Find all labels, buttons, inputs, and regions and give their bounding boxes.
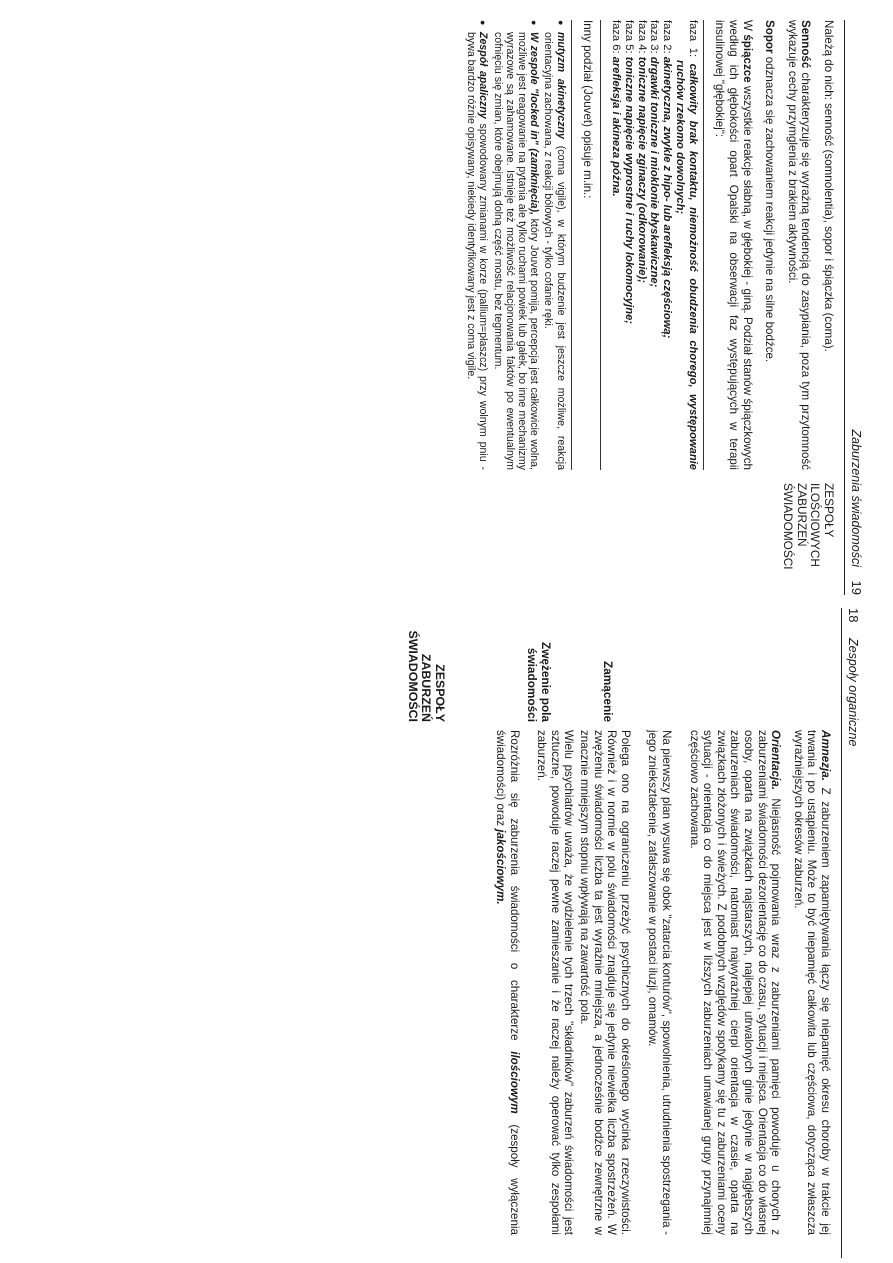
zwezenie-paragraph-2: Wielu psychiatrów uważa, że wydzielenie tych trzech "składników" zaburzeń świadomości jest sztuczne, powoduje raczej pewne zamieszanie i że raczej należy operować tylko zespołami zaburzeń. — [535, 730, 576, 1235]
zwezenie-paragraph: Polega ono na ograniczeniu przeżyć psychicznych do określonego wycinka rzeczywistości. Również i w normie w polu świadomości znajduje się jedynie niewielka liczba spostrzeżeń. W zwężeniu świadomości liczba ta jest wyraźnie mniejsza, a jednocześnie bodźce zewnętrzne w znacznie mniejszym stopniu wpływają na zawartość pola. — [578, 730, 632, 1235]
page-18 — [405, 608, 862, 1258]
phase-item — [673, 20, 699, 470]
phase-text: całkowity brak kontaktu, niemożność obudzenia chorego, występowanie ruchów rzekomo dowolnych; — [674, 60, 699, 470]
bullet-term: mutyzm akinetyczny — [554, 32, 567, 139]
phase-label: faza 1: — [686, 20, 699, 58]
sennosc-text: charakteryzuje się wyraźną tendencją do zasypiania, poza tym przytomność wykazuje cechy przymglenia z brakiem aktywności. — [785, 20, 813, 470]
section-rule — [571, 20, 572, 470]
page-number: 18 — [846, 608, 861, 623]
zespoly-paragraph — [494, 730, 521, 1235]
side-heading-zwezenie: Zwężenie pola świadomości — [525, 642, 553, 722]
list-item — [465, 32, 489, 470]
intro-paragraph: Należą do nich: senność (somnolentia), sopor i śpiączka (coma). — [822, 20, 835, 352]
page-number: 19 — [849, 580, 864, 595]
phase-label: faza 4: — [635, 20, 648, 54]
orientacja-paragraph — [687, 730, 782, 1235]
phase-label: faza 6: — [610, 20, 623, 54]
running-head-title: Zaburzenia świadomości — [849, 429, 863, 567]
zamacenie-paragraph: Na pierwszy plan wysuwa się obok "zatarcia konturów", spowolnienia, utrudnienia spostrzegania - jego zniekształcenie, zafałszowanie w postaci iluzji, omamów. — [646, 730, 674, 1235]
spiaczka-pre: W — [740, 20, 754, 31]
phase-item — [660, 20, 673, 470]
list-item — [542, 32, 566, 470]
bullet-text: spowodowany zmianami w korze (pallium=płaszcz) przy wolnym pniu - bywa bardzo różnie opisywany, niekiedy identyfikowany jest z coma vigile. — [465, 32, 490, 470]
section-rule — [703, 20, 704, 470]
page-body — [485, 730, 832, 1235]
amnezja-term: Amnezja. — [819, 730, 832, 781]
phase-item — [635, 20, 648, 470]
phase-label: faza 2: — [661, 20, 674, 54]
page-19 — [435, 20, 865, 595]
page-body — [463, 20, 835, 470]
sennosc-paragraph — [785, 20, 812, 470]
side-heading-quantitative: ZESPOŁY ILOŚCIOWYCH ZABURZEŃ ŚWIADOMOŚCI — [781, 483, 836, 570]
bullet-term: Zespół apaliczny — [477, 32, 490, 119]
bullet-text: który Jouvet pomija, percepcja jest całkowicie wolna, możliwe jest reagowanie na pytania ale tylko ruchami powiek lub gałek, bo inne mechanizmy wyrazowe są zahamowane. Istnieje też możliwość relacjonowania faktów po ewentualnym cofnięciu się zmian, które obejmują dolną część mostu, bez tegmentum. — [491, 32, 541, 470]
phase-label: faza 3: — [648, 20, 661, 54]
spiaczka-text: wszystkie reakcje słabną, w głębokiej - giną. Podział stanów śpiączkowych według ich głębokości opart Opalski na obserwacji faz występujących w terapii insulinowej "głębokiej": — [713, 20, 754, 470]
sopor-paragraph — [763, 20, 777, 470]
phase-text: akinetyczna, zwykle z hipo- lub arefleksją częściową; — [661, 56, 674, 339]
phase-label: faza 5: — [622, 20, 635, 54]
jouvet-list — [465, 20, 567, 470]
jouvet-intro: Inny podział (Jouvet) opisuje m.in.: — [581, 20, 595, 199]
phase-text: drgawki toniczne i mioklonie błyskawiczne; — [648, 56, 661, 288]
zespoly-term-a: ilościowym — [507, 1051, 521, 1114]
phase-item — [609, 20, 622, 470]
running-head-title: Zespoły organiczne — [846, 638, 860, 747]
spiaczka-paragraph — [713, 20, 754, 470]
sopor-text: odznacza się zachowaniem reakcji jedynie na silne bodźce. — [763, 56, 777, 363]
phase-text: toniczne napięcie wyprostne i ruchy lokomocyjne; — [622, 56, 635, 325]
side-heading-zamacenie: Zamącenie — [601, 661, 615, 722]
zespoly-term-b: jakościowym. — [494, 829, 508, 905]
zespoly-text-b: (zespoły wyłączenia świadomości) oraz — [494, 730, 521, 1235]
orientacja-term: Orientacja. — [769, 730, 783, 790]
phase-text: toniczne napięcie zginaczy (odkorowanie); — [635, 56, 648, 283]
sennosc-term: Senność — [799, 20, 813, 69]
bullet-text: (coma vigile), w którym budzenie jest jeszcze możliwe, reakcja orientacyjna zachowana, z reakcji bólowych - tylko cofanie ręki. — [542, 32, 567, 470]
section-rule — [600, 20, 601, 470]
running-header — [844, 20, 865, 595]
phase-text: arefleksja i akineza późna. — [610, 56, 623, 197]
side-heading-zespoly: ZESPOŁY ZABURZEŃ ŚWIADOMOŚCI — [405, 630, 447, 722]
phase-item — [622, 20, 635, 470]
list-item — [491, 32, 540, 470]
spiaczka-term: śpiączce — [740, 34, 754, 83]
running-header — [841, 608, 862, 1258]
amnezja-text: Z zaburzeniem zapamiętywania łączy się niepamięć okresu choroby w trakcie jej trwania i po ustąpieniu. Może to być niepamięć całkowita lub częściowa, dotycząca zwłaszcza wyraźniejszych okresów zaburzeń. — [791, 730, 832, 1235]
phase-list — [609, 20, 699, 470]
phase-item — [648, 20, 661, 470]
zespoly-text-a: Rozróżnia się zaburzenia świadomości o charakterze — [507, 730, 521, 1041]
amnezja-paragraph — [791, 730, 832, 1235]
bullet-term: W zespole "locked in" (zamknięcia), — [528, 32, 541, 215]
sopor-term: Sopor — [763, 20, 777, 54]
orientacja-text: Niejasność pojmowania wraz z zaburzeniami pamięci powoduje u chorych z zaburzeniami świadomości dezorientację co do czasu, sytuacji i miejsca. Orientacja co do własnej osoby, oparta na związkach najstarszych, najlepiej utrwalonych ginie jedynie w najgłębszych zaburzeniach świadomości, natomiast najwyraźniej cierpi orientacja w czasie, oparta na związkach złożonych i świeżych. Z podobnych względów spotykamy się tu z zaburzeniami oceny sytuacji - orientacja co do miejsca jest w liższych zaburzeniach umawianej grupy przynajmniej częściowo zachowana. — [687, 730, 783, 1235]
